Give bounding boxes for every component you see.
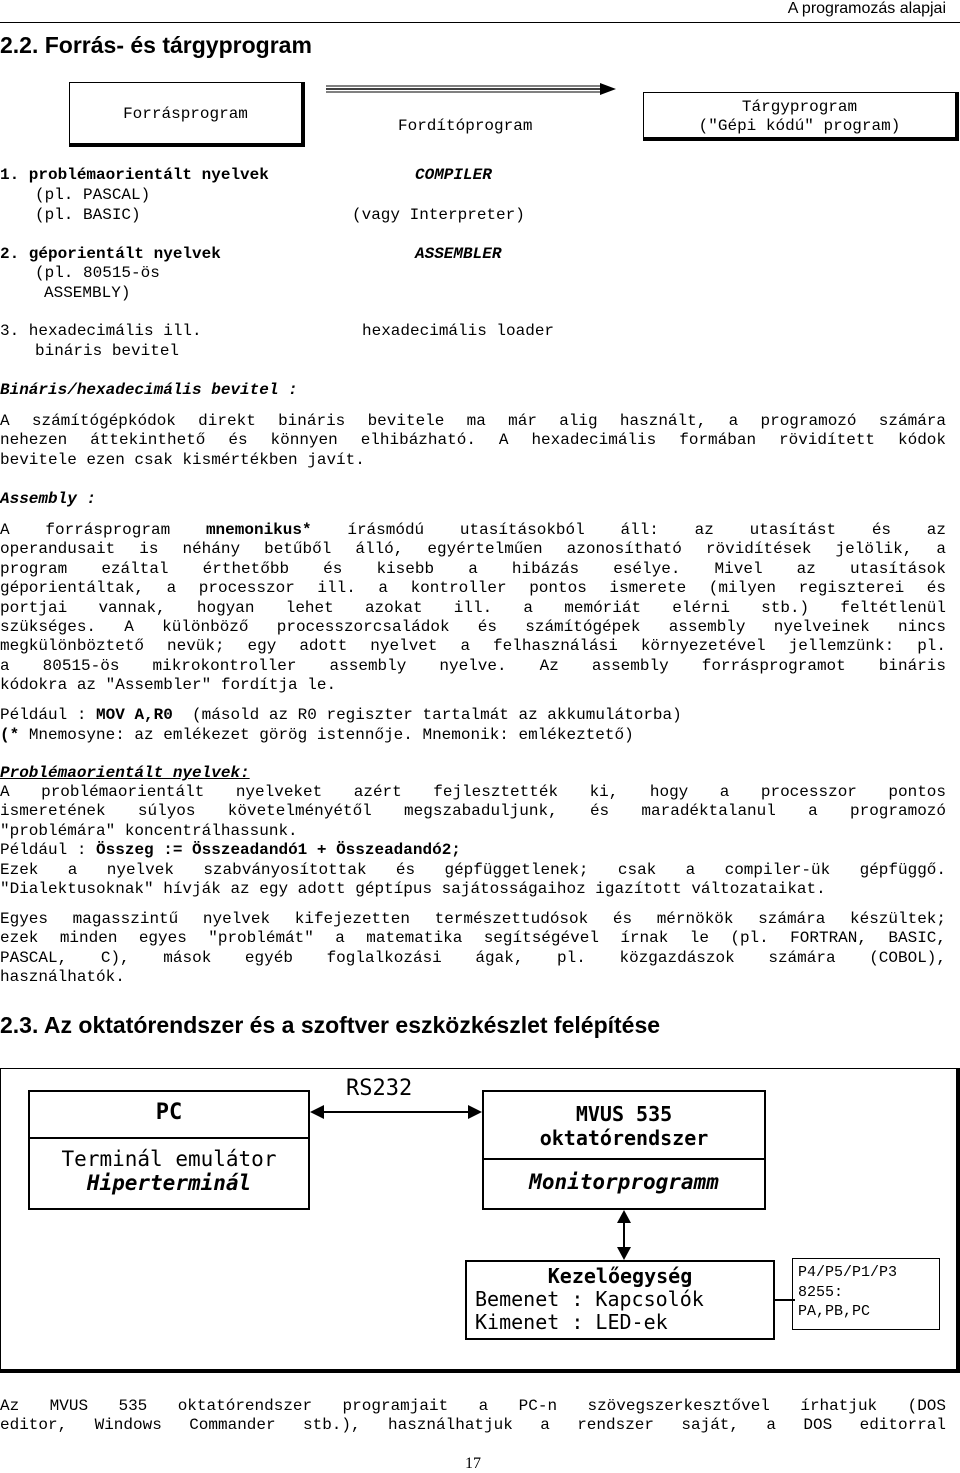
level2-tool: ASSEMBLER: [415, 245, 502, 263]
pc-title: PC: [155, 1100, 183, 1125]
example-code: Összeg := Összeadandó1 + Összeadandó2;: [96, 841, 461, 860]
text-line: ezek minden egyes "problémát" a matematika segítségével írnak le (pl. FORTRAN, BASIC,: [0, 929, 946, 948]
level3-title2: bináris bevitel: [35, 342, 180, 360]
binhex-paragraph: [0, 412, 946, 470]
compiler-label: Fordítóprogram: [398, 117, 533, 135]
text-line: Az MVUS 535 oktatórendszer programjait a PC-n szövegszerkesztővel írhatjuk (DOS: [0, 1397, 946, 1415]
ports-line1: P4/P5/P1/P3: [798, 1264, 898, 1281]
rs232-link-arrow: [310, 1104, 482, 1120]
mvus-divider: [484, 1158, 764, 1160]
assembly-paragraph: [0, 521, 946, 696]
text-line: [0, 521, 946, 540]
page-number: 17: [465, 1455, 481, 1472]
text-span: írásmódú utasításokból áll: az utasítást és az: [347, 521, 946, 539]
mnemonic-term: mnemonikus*: [205, 521, 312, 539]
text-line: használhatók.: [0, 968, 125, 987]
text-line: nehezen áttekinthető és könnyen elhibázható. A hexadecimális formában rövidített kódok: [0, 431, 946, 450]
mvus-title2: oktatórendszer: [539, 1126, 709, 1150]
level3-title: 3. hexadecimális ill.: [0, 322, 202, 340]
control-unit-title: Kezelőegység: [547, 1264, 693, 1288]
control-unit-input: Bemenet : Kapcsolók: [475, 1287, 704, 1311]
level2-example1: (pl. 80515-ös: [35, 264, 160, 282]
text-line: A számítógépkódok direkt bináris bevitele ma már alig használt, a programozó számára: [0, 412, 946, 430]
control-unit-output: Kimenet : LED-ek: [475, 1310, 668, 1334]
text-line: Egyes magasszintű nyelvek kifejezetten természettudósok és mérnökök számára készültek;: [0, 910, 946, 928]
example1-line: [0, 706, 682, 725]
pc-box: [28, 1090, 310, 1210]
problem-paragraph: [0, 783, 946, 899]
level2-example2: ASSEMBLY): [44, 284, 131, 302]
text-line: A problémaorientált nyelveket azért fejlesztették ki, hogy a processzor pontos: [0, 783, 946, 801]
footer-paragraph: [0, 1397, 946, 1436]
pc-sub1: Terminál emulátor: [61, 1147, 277, 1171]
pc-divider: [30, 1137, 308, 1139]
text-line: megkülönböztető nevük; egy adott nyelvet a felhasználási környezetével jellemzünk: pl.: [0, 637, 946, 656]
binhex-heading: Bináris/hexadecimális bevitel :: [0, 381, 298, 399]
text-line: "problémára" koncentrálhassunk.: [0, 821, 298, 840]
control-unit-box: [465, 1260, 775, 1340]
text-line: bevitele ezen csak kismértékben javít.: [0, 450, 365, 469]
mnemonic-note: [0, 726, 634, 745]
note-marker: (*: [0, 726, 20, 744]
level3-tool: hexadecimális loader: [362, 322, 555, 340]
example-prefix: Például :: [0, 841, 87, 860]
example-comment: (másold az R0 regiszter tartalmát az akkumulátorba): [192, 706, 682, 724]
section-title-2-3: 2.3. Az oktatórendszer és a szoftver eszközkészlet felépítése: [0, 1012, 661, 1038]
level1-title: 1. problémaorientált nyelvek: [0, 166, 269, 184]
level1-tool: COMPILER: [415, 166, 492, 184]
note-text: Mnemosyne: az emlékezet görög istennője. Mnemonik: emlékeztető): [28, 726, 634, 744]
text-line: szükséges. A különböző processzorcsaládok és számítógépek assembly nyelveinek nincs: [0, 618, 946, 637]
pc-sub2: Hiperterminál: [86, 1171, 252, 1195]
text-line: "Dialektusoknak" hívják az egy adott géptípus sajátosságaihoz igazított változataikat.: [0, 880, 826, 899]
source-program-label: Forrásprogram: [123, 105, 248, 123]
ports-line3: PA,PB,PC: [798, 1303, 871, 1320]
running-title: A programozás alapjai: [787, 0, 946, 17]
mvus-title1: MVUS 535: [575, 1102, 673, 1126]
mvus-box: [482, 1090, 766, 1210]
level1-example1: (pl. PASCAL): [35, 186, 151, 204]
example-code: MOV A,R0: [96, 706, 173, 724]
target-program-box: [643, 92, 959, 141]
text-line: ismeretének súlyos követelményétől megszabaduljunk, és maradéktalanul a programozó: [0, 802, 946, 821]
target-program-line2: ("Gépi kódú" program): [698, 117, 901, 135]
level1-example2: (pl. BASIC): [35, 206, 141, 224]
problem-paragraph-2: [0, 910, 946, 988]
text-line: a 80515-ös mikrokontroller assembly nyelve. Az assembly forrásprogramot bináris: [0, 656, 946, 675]
mvus-sub: Monitorprogramm: [529, 1170, 719, 1194]
text-line: operandusait is néhány betűből álló, egyértelműen azonosítható rövidítések jelölik, a: [0, 540, 946, 559]
target-program-line1: Tárgyprogram: [741, 98, 858, 116]
text-line: Ezek a nyelvek szabványosítottak és gépfüggetlenek; csak a compiler-ük gépfüggő.: [0, 860, 946, 879]
ports-line2: 8255:: [798, 1284, 844, 1301]
text-line: portjai vannak, hogyan lehet azokat ill. a memóriát elérni stb.) feltétlenül: [0, 598, 946, 617]
example2-line: [0, 841, 946, 860]
level2-title: 2. géporientált nyelvek: [0, 245, 221, 263]
mvus-control-link-arrow: [616, 1210, 632, 1260]
section-title-2-2: 2.2. Forrás- és tárgyprogram: [0, 32, 312, 58]
text-span: A forrásprogram: [0, 521, 171, 539]
rs232-label: RS232: [346, 1076, 413, 1101]
source-program-box: [69, 82, 305, 147]
text-line: program ezáltal érthetőbb és kisebb a hibázás esélye. Mivel az utasítások: [0, 559, 946, 578]
problem-heading: Problémaorientált nyelvek:: [0, 764, 250, 782]
level1-tool-alt: (vagy Interpreter): [352, 206, 525, 224]
ports-box: [792, 1258, 940, 1330]
header-rule: [0, 22, 960, 23]
compile-arrow: [318, 82, 618, 100]
assembly-heading: Assembly :: [0, 490, 97, 508]
text-line: kódokra az "Assembler" fordítja le.: [0, 676, 337, 695]
text-line: editor, Windows Commander stb.), használhatjuk a rendszer saját, a DOS editorral: [0, 1416, 946, 1435]
text-line: PASCAL, C), mások egyéb foglalkozási ágak, pl. közgazdászok számára (COBOL),: [0, 948, 946, 967]
text-line: géporientáltak, a processzor ill. a kontroller pontos ismerete (milyen regiszterei és: [0, 579, 946, 598]
example-prefix: Például :: [0, 706, 87, 724]
